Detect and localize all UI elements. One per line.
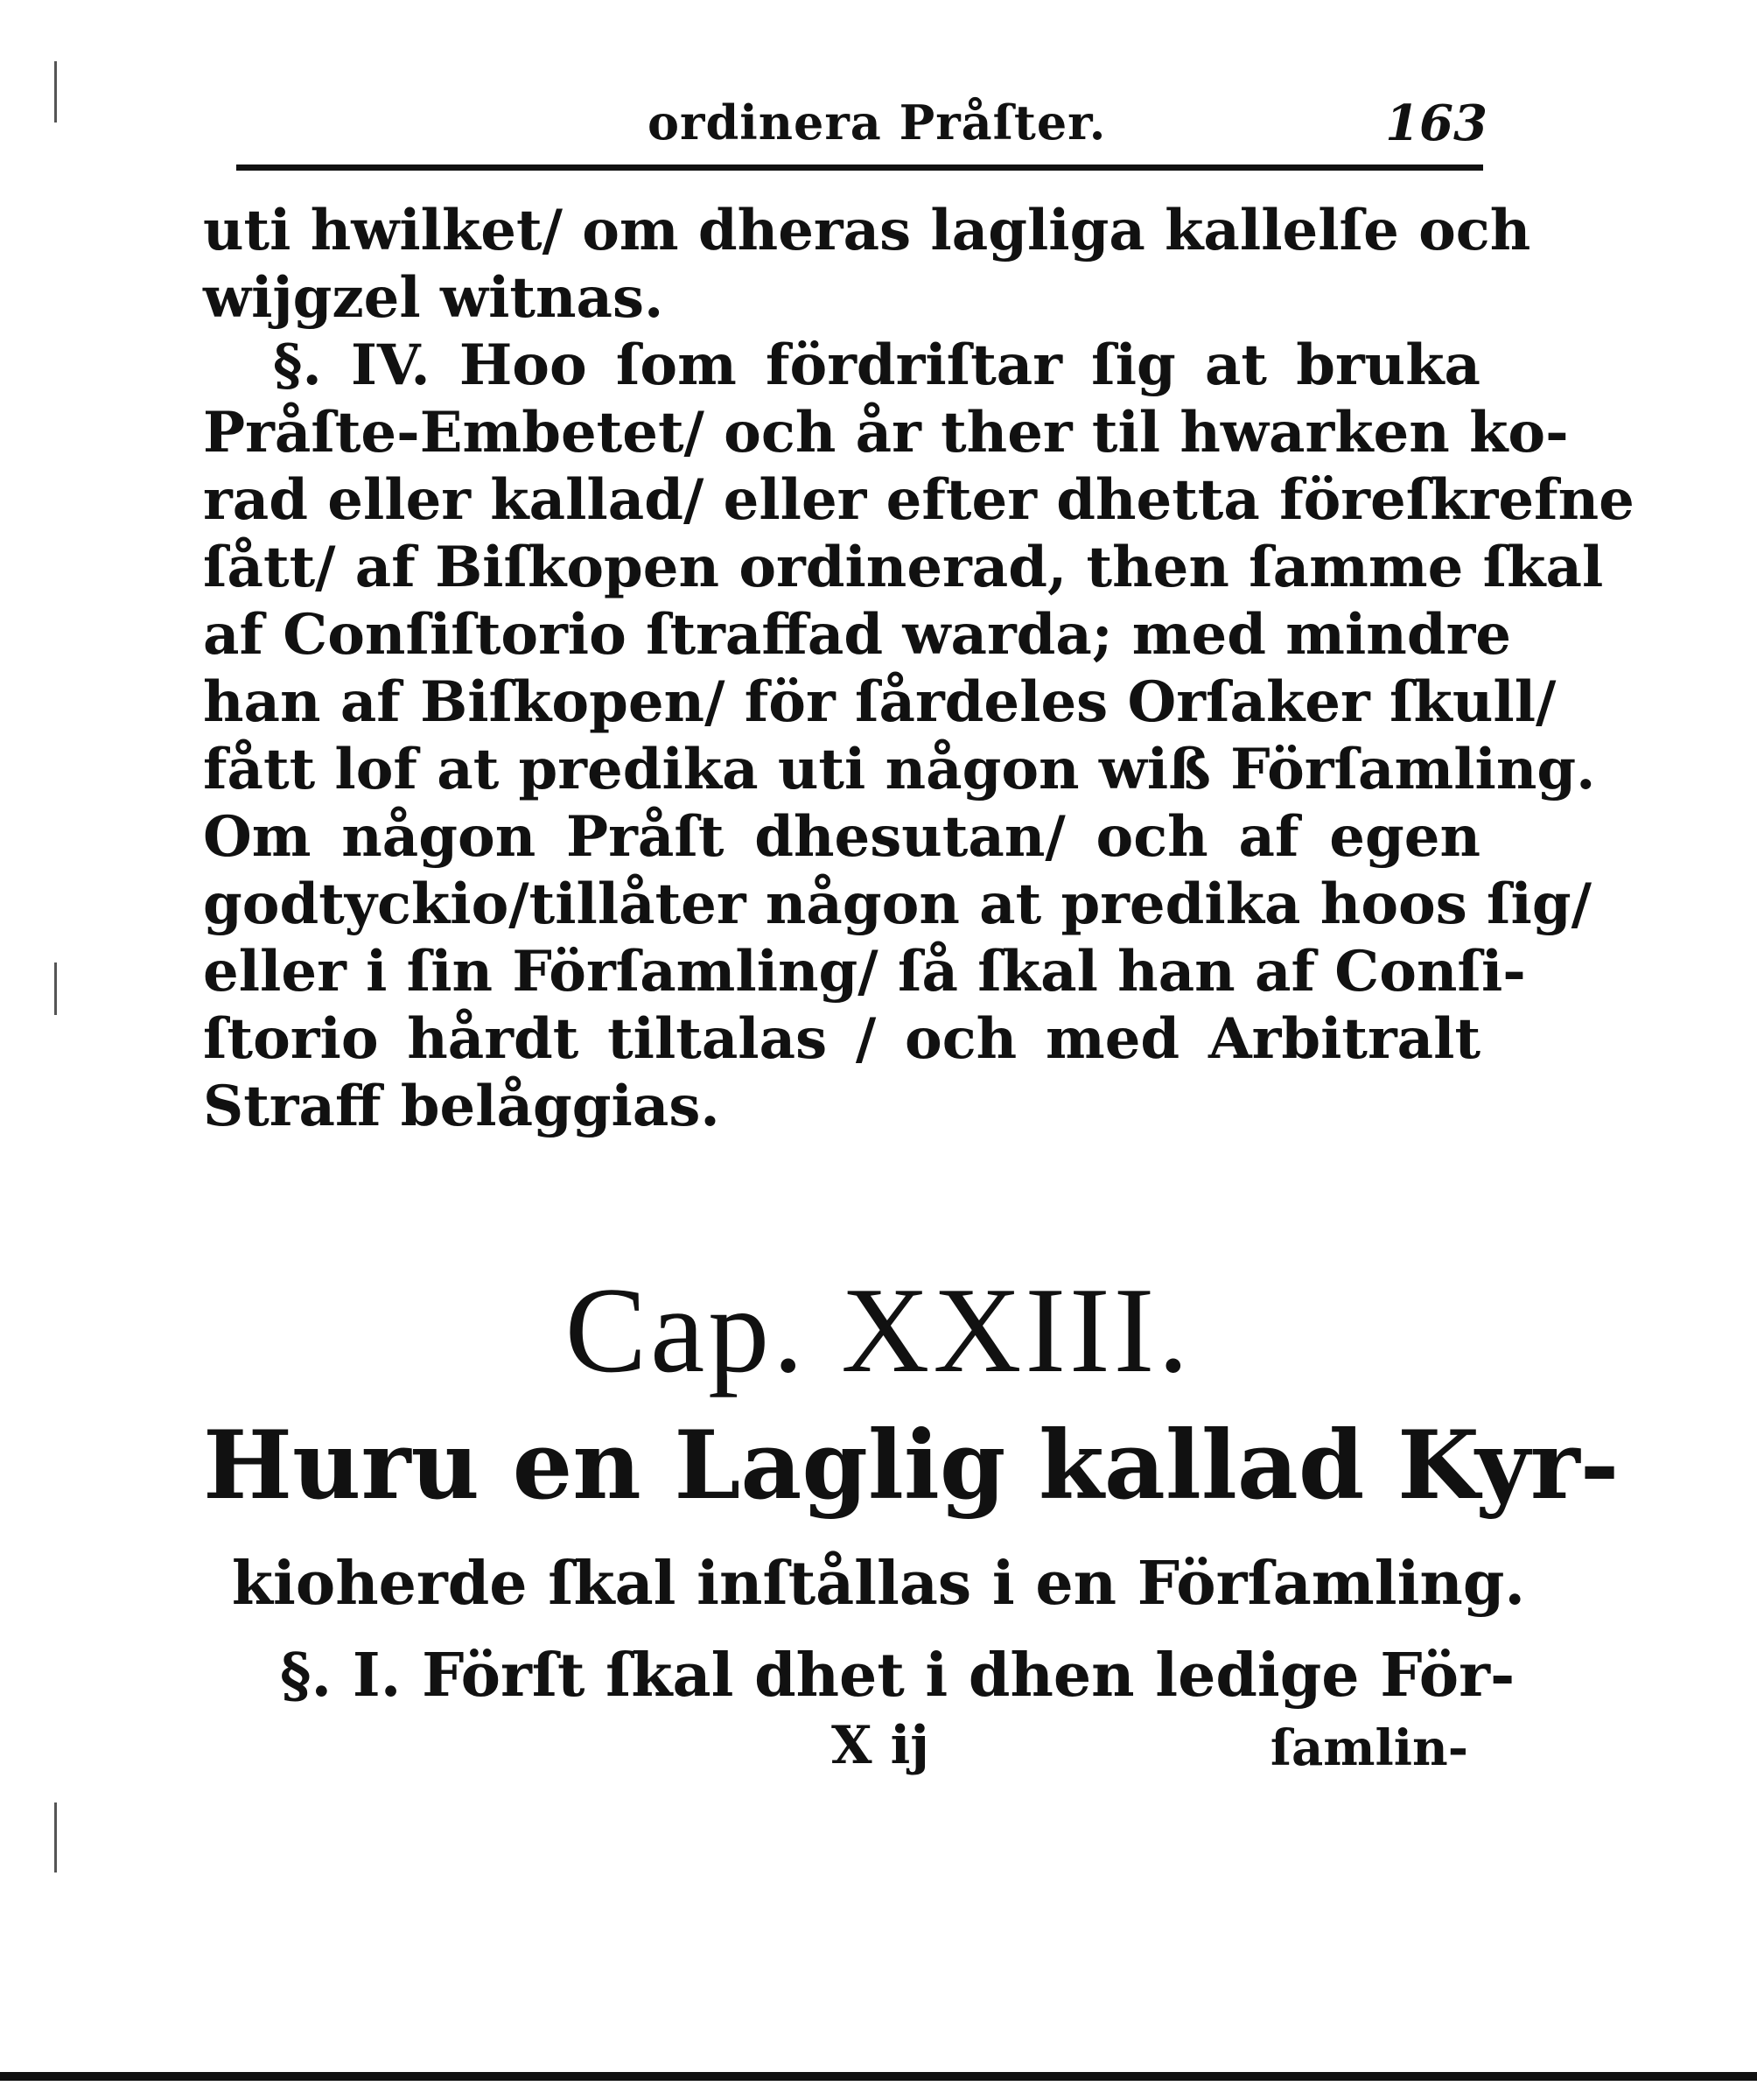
chapter-heading: Huru en Laglig kallad Kyr- — [203, 1410, 1620, 1521]
chapter-subheading: kioherde ſkal inſtållas i en Förſamling. — [231, 1549, 1526, 1619]
text-line: Straff belåggias. — [203, 1074, 720, 1139]
body-text — [203, 197, 1634, 1140]
text-line: §. IV. Hoo ſom fördriſtar ſig at bruka — [273, 332, 1480, 398]
text-line: wijgzel witnas. — [203, 265, 664, 331]
page-header — [201, 88, 1488, 158]
page-number: 163 — [1385, 94, 1488, 152]
text-line: han af Biſkopen/ för ſårdeles Orſaker ſkull/ — [203, 669, 1557, 735]
text-line: ſått/ af Biſkopen ordinerad, then ſamme ſkal — [203, 535, 1604, 600]
text-line: ſtorio hårdt tiltalas / och med Arbitralt — [203, 1006, 1480, 1072]
margin-mark — [54, 962, 57, 1015]
section-first-line: §. I. Förſt ſkal dhet i dhen ledige För- — [280, 1641, 1516, 1711]
text-line: Om någon Pråſt dhesutan/ och af egen — [203, 804, 1480, 870]
text-line: fått lof at predika uti någon wiß Förſamling. — [203, 737, 1596, 802]
chapter-title: Cap. XXIII. — [564, 1263, 1193, 1398]
text-line: rad eller kallad/ eller efter dhetta föreſkrefne — [203, 467, 1634, 533]
text-line: af Conſiſtorio ſtraffad warda; med mindre — [203, 602, 1511, 668]
text-line: uti hwilket/ om dheras lagliga kallelſe och — [203, 198, 1531, 263]
header-rule — [236, 164, 1483, 171]
text-line: eller i ſin Förſamling/ ſå ſkal han af Conſi- — [203, 939, 1526, 1004]
signature-mark: X ij — [831, 1715, 929, 1776]
running-head: ordinera Pråſter. — [648, 94, 1107, 150]
text-line: Pråſte-Embetet/ och år ther til hwarken ko- — [203, 400, 1569, 466]
text-line: godtyckio/tillåter någon at predika hoos ſig/ — [203, 872, 1592, 937]
margin-mark — [54, 1802, 57, 1872]
catchword: ſamlin- — [1270, 1719, 1468, 1777]
margin-mark — [54, 61, 57, 122]
bottom-edge — [0, 2072, 1757, 2081]
